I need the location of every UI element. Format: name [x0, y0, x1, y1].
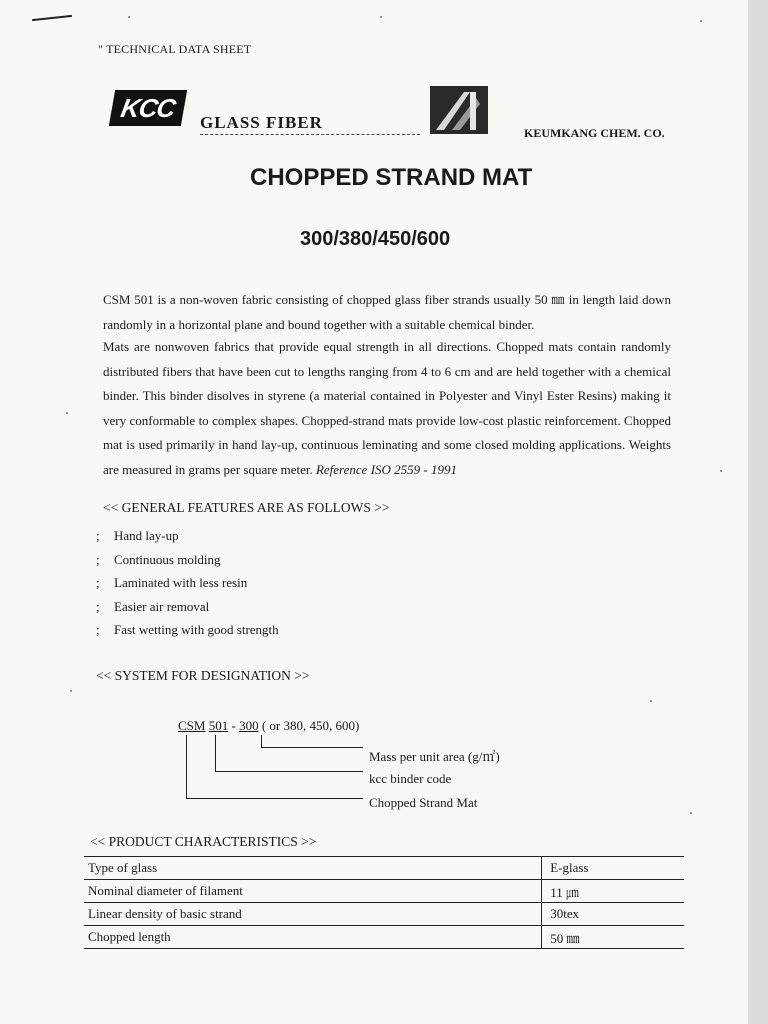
code-mass: 300	[239, 718, 259, 733]
table-row	[84, 926, 684, 949]
table-row	[84, 857, 684, 880]
product-characteristics-table	[84, 856, 684, 949]
bullet: ;	[96, 575, 100, 590]
list-item	[96, 595, 396, 619]
scan-speck	[66, 412, 68, 414]
table-cell: Chopped length	[84, 926, 542, 949]
code-binder: 501	[208, 718, 229, 733]
description-paragraph-1: CSM 501 is a non-woven fabric consisting of chopped glass fiber strands usually 50 ㎜ in length laid down randomly in a horizontal plane and bound together with a suitable chemical binder.	[103, 292, 671, 332]
bullet: ;	[96, 622, 100, 637]
bullet: ;	[96, 551, 100, 567]
scan-speck	[650, 700, 652, 702]
company-name: KEUMKANG CHEM. CO.	[524, 126, 665, 140]
product-characteristics-heading: << PRODUCT CHARACTERISTICS >>	[90, 834, 317, 849]
list-item	[96, 571, 396, 595]
general-features-heading: << GENERAL FEATURES ARE AS FOLLOWS >>	[103, 500, 390, 515]
table-cell: 30tex	[542, 903, 684, 926]
feature-text: Laminated with less resin	[114, 575, 248, 590]
list-item	[96, 524, 396, 548]
scan-speck	[720, 470, 722, 472]
product-line-label: GLASS FIBER	[200, 113, 323, 132]
list-item	[96, 618, 396, 642]
table-cell: Linear density of basic strand	[84, 903, 542, 926]
code-separator: -	[228, 718, 240, 733]
callout-binder: kcc binder code	[369, 771, 452, 786]
bullet: ;	[96, 528, 100, 543]
feature-text: Fast wetting with good strength	[114, 622, 279, 637]
callout-mass: Mass per unit area (g/㎡)	[369, 749, 500, 764]
list-item	[96, 548, 396, 572]
table-cell: 11 ㎛	[542, 880, 684, 903]
connector-line	[215, 735, 216, 771]
connector-line	[186, 798, 363, 799]
scan-speck	[380, 16, 382, 18]
scan-speck	[690, 812, 692, 814]
general-features-list	[96, 524, 396, 642]
table-cell: E-glass	[542, 857, 684, 880]
kcc-logo: KCC	[109, 90, 187, 126]
scan-speck	[700, 20, 702, 22]
callout-type: Chopped Strand Mat	[369, 795, 478, 810]
code-alternatives: ( or 380, 450, 600)	[258, 718, 360, 733]
bullet: ;	[96, 598, 100, 614]
feature-text: Continuous molding	[114, 551, 221, 567]
company-emblem-icon	[430, 86, 488, 134]
table-row	[84, 903, 684, 926]
reference-standard: Reference ISO 2559 - 1991	[315, 461, 457, 477]
designation-heading: << SYSTEM FOR DESIGNATION >>	[96, 668, 310, 683]
description-paragraph-2	[103, 335, 671, 482]
table-cell: Type of glass	[84, 857, 542, 880]
scan-mark	[32, 15, 72, 21]
table-cell: Nominal diameter of filament	[84, 880, 542, 903]
doc-type-label: " TECHNICAL DATA SHEET	[98, 42, 252, 56]
designation-code	[178, 718, 359, 734]
connector-line	[261, 735, 262, 747]
connector-line	[215, 771, 363, 772]
scan-speck	[70, 690, 72, 692]
connector-line	[261, 747, 363, 748]
description-paragraph-2-text: Mats are nonwoven fabrics that provide equal strength in all directions. Chopped mats contain randomly distributed fibers that have been cut to lengths ranging from 4 to 6 cm and are held together with a chemical binder. This binder disolves in styrene (a material contained in Polyester and Vinyl Ester Resins) making it very conformable to complex shapes. Chopped-strand mats provide low-cost plastic reinforcement. Chopped mat is used primarily in hand lay-up, continuous leminating and some closed molding applications. Weights are measured in grams per square meter.	[103, 339, 671, 477]
code-prefix: CSM	[178, 718, 206, 733]
scan-edge	[748, 0, 768, 1024]
page-title: CHOPPED STRAND MAT	[250, 164, 533, 191]
feature-text: Easier air removal	[114, 598, 210, 614]
scan-speck	[128, 16, 130, 18]
page-subtitle: 300/380/450/600	[300, 228, 451, 250]
table-row	[84, 880, 684, 903]
connector-line	[186, 735, 187, 798]
table-cell: 50 ㎜	[542, 926, 684, 949]
feature-text: Hand lay-up	[114, 528, 179, 543]
header-divider	[200, 134, 420, 135]
